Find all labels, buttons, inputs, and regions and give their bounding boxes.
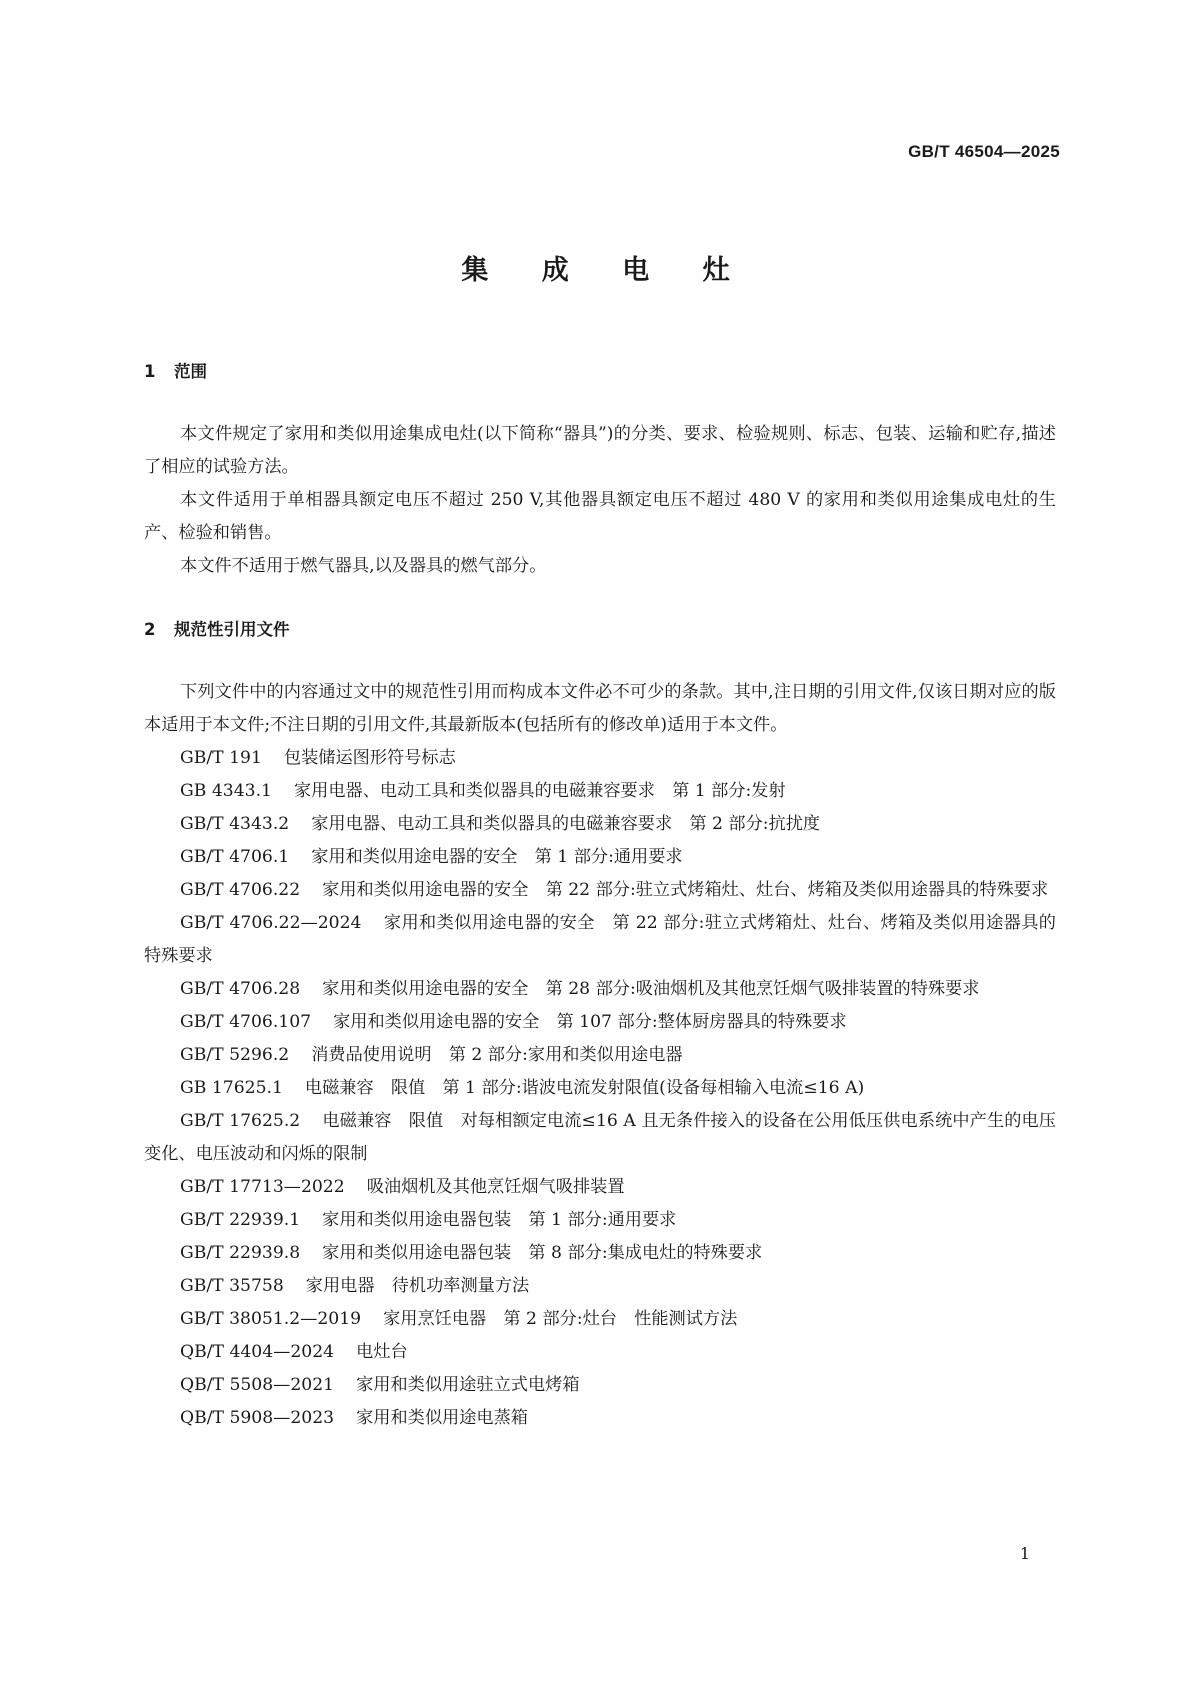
references-intro: 下列文件中的内容通过文中的规范性引用而构成本文件必不可少的条款。其中,注日期的引用文件,仅该日期对应的版本适用于本文件;不注日期的引用文件,其最新版本(包括所有的修改单)适用于本文件。 <box>144 682 1056 735</box>
reference-title: 电磁兼容 限值 第 1 部分:谐波电流发射限值(设备每相输入电流≤16 A) <box>304 1078 865 1098</box>
reference-entry <box>144 1072 1056 1105</box>
section-number: 1 <box>144 362 156 381</box>
reference-title: 家用电器、电动工具和类似器具的电磁兼容要求 第 2 部分:抗扰度 <box>311 814 821 834</box>
reference-entry <box>144 742 1056 775</box>
reference-code: GB/T 4343.2 <box>180 814 290 834</box>
page-number: 1 <box>1019 1544 1030 1563</box>
reference-code: GB/T 5296.2 <box>180 1045 290 1065</box>
reference-entry <box>144 1336 1056 1369</box>
reference-title: 家用和类似用途电器的安全 第 28 部分:吸油烟机及其他烹饪烟气吸排装置的特殊要求 <box>322 979 980 999</box>
reference-title: 家用和类似用途电器包装 第 1 部分:通用要求 <box>322 1210 677 1230</box>
document-body <box>144 355 1056 1435</box>
reference-title: 家用和类似用途电器包装 第 8 部分:集成电灶的特殊要求 <box>322 1243 763 1263</box>
reference-code: GB/T 4706.28 <box>180 979 301 999</box>
reference-code: GB/T 4706.22 <box>180 880 301 900</box>
reference-code: GB/T 4706.22—2024 <box>180 913 362 933</box>
reference-title: 家用和类似用途电蒸箱 <box>356 1408 528 1428</box>
reference-entry <box>144 841 1056 874</box>
reference-title: 家用烹饪电器 第 2 部分:灶台 性能测试方法 <box>383 1309 738 1329</box>
scope-paragraph: 本文件适用于单相器具额定电压不超过 250 V,其他器具额定电压不超过 480 V 的家用和类似用途集成电灶的生产、检验和销售。 <box>144 490 1056 543</box>
reference-code: GB/T 22939.1 <box>180 1210 301 1230</box>
reference-entry <box>144 1270 1056 1303</box>
section-title: 规范性引用文件 <box>174 620 290 639</box>
reference-title: 消费品使用说明 第 2 部分:家用和类似用途电器 <box>311 1045 683 1065</box>
standard-number: GB/T 46504—2025 <box>908 142 1060 161</box>
section-number: 2 <box>144 620 156 639</box>
reference-code: GB/T 38051.2—2019 <box>180 1309 362 1329</box>
reference-title: 家用电器、电动工具和类似器具的电磁兼容要求 第 1 部分:发射 <box>293 781 786 801</box>
document-title: 集 成 电 灶 <box>461 255 752 286</box>
reference-code: GB/T 17713—2022 <box>180 1177 345 1197</box>
reference-code: QB/T 4404—2024 <box>180 1342 335 1362</box>
scope-paragraph: 本文件不适用于燃气器具,以及器具的燃气部分。 <box>180 556 547 576</box>
reference-entry <box>144 1369 1056 1402</box>
reference-code: GB/T 191 <box>180 748 262 768</box>
reference-code: GB/T 35758 <box>180 1276 284 1296</box>
reference-code: GB/T 4706.107 <box>180 1012 312 1032</box>
scope-paragraph: 本文件规定了家用和类似用途集成电灶(以下简称“器具”)的分类、要求、检验规则、标志、包装、运输和贮存,描述了相应的试验方法。 <box>144 424 1056 477</box>
reference-code: GB 4343.1 <box>180 781 272 801</box>
reference-entry <box>144 907 1056 973</box>
section-title: 范围 <box>174 362 207 381</box>
reference-title: 家用电器 待机功率测量方法 <box>305 1276 530 1296</box>
reference-entry <box>144 874 1056 907</box>
reference-title: 电灶台 <box>356 1342 408 1362</box>
reference-entry <box>144 1105 1056 1171</box>
section-heading-normative-references <box>144 613 1056 646</box>
section-heading-scope <box>144 355 1056 388</box>
reference-entry <box>144 1402 1056 1435</box>
reference-entry <box>144 775 1056 808</box>
reference-title: 吸油烟机及其他烹饪烟气吸排装置 <box>366 1177 625 1197</box>
reference-title: 家用和类似用途电器的安全 第 1 部分:通用要求 <box>311 847 683 867</box>
reference-title: 家用和类似用途驻立式电烤箱 <box>356 1375 580 1395</box>
reference-code: GB/T 22939.8 <box>180 1243 301 1263</box>
reference-title: 家用和类似用途电器的安全 第 22 部分:驻立式烤箱灶、灶台、烤箱及类似用途器具的特殊要求 <box>322 880 1049 900</box>
reference-entry <box>144 1303 1056 1336</box>
reference-entry <box>144 1204 1056 1237</box>
reference-title: 电磁兼容 限值 对每相额定电流≤16 A 且无条件接入的设备在公用低压供电系统中产生的电压变化、电压波动和闪烁的限制 <box>144 1111 1056 1164</box>
reference-code: QB/T 5908—2023 <box>180 1408 335 1428</box>
reference-entry <box>144 973 1056 1006</box>
reference-title: 包装储运图形符号标志 <box>283 748 456 768</box>
reference-title: 家用和类似用途电器的安全 第 22 部分:驻立式烤箱灶、灶台、烤箱及类似用途器具的特殊要求 <box>144 913 1056 966</box>
reference-code: GB 17625.1 <box>180 1078 283 1098</box>
reference-entry <box>144 1237 1056 1270</box>
reference-entry <box>144 1006 1056 1039</box>
reference-entry <box>144 1039 1056 1072</box>
reference-code: GB/T 17625.2 <box>180 1111 301 1131</box>
reference-entry <box>144 1171 1056 1204</box>
reference-code: GB/T 4706.1 <box>180 847 290 867</box>
reference-entry <box>144 808 1056 841</box>
reference-title: 家用和类似用途电器的安全 第 107 部分:整体厨房器具的特殊要求 <box>333 1012 847 1032</box>
reference-code: QB/T 5508—2021 <box>180 1375 335 1395</box>
reference-list <box>144 742 1056 1435</box>
